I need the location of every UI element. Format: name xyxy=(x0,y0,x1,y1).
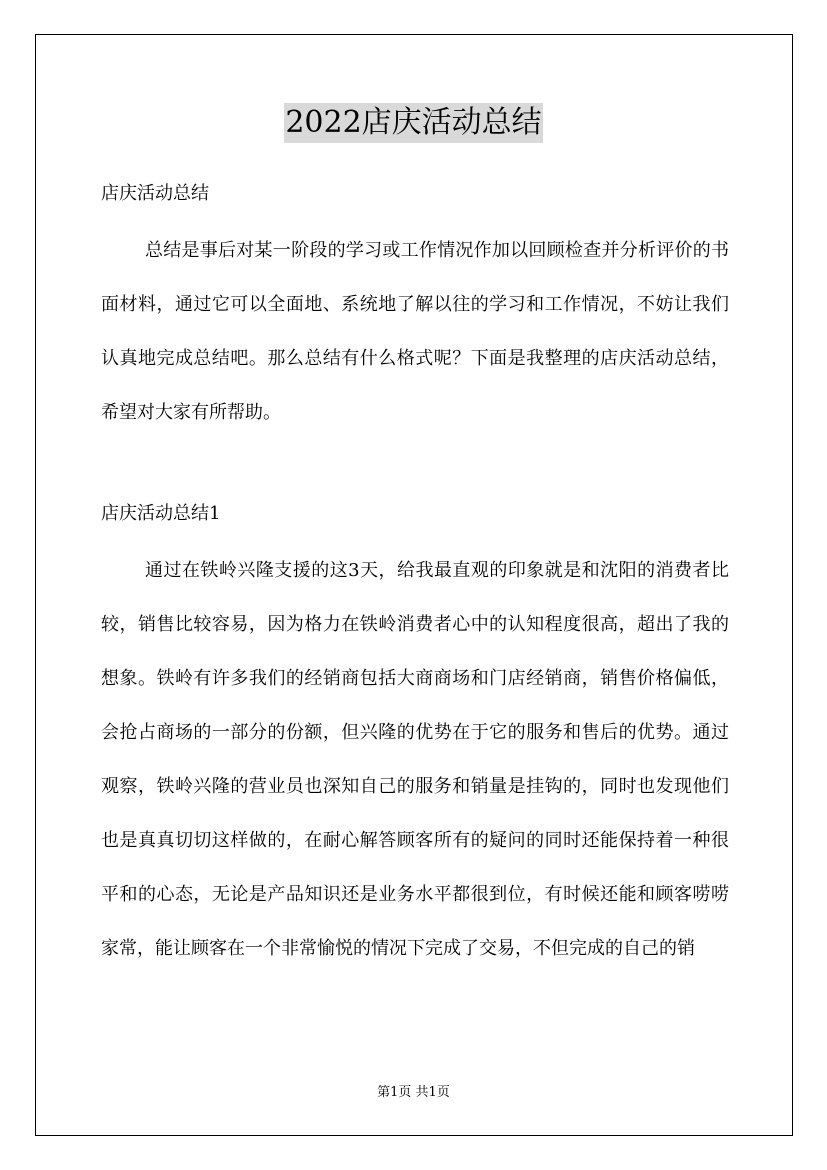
document-title-wrapper xyxy=(0,103,827,143)
intro-paragraph xyxy=(101,224,729,440)
intro-paragraph-text: 总结是事后对某一阶段的学习或工作情况作加以回顾检查并分析评价的书面材料，通过它可以全面地、系统地了解以往的学习和工作情况，不妨让我们认真地完成总结吧。那么总结有什么格式呢？下面是我整理的店庆活动总结，希望对大家有所帮助。 xyxy=(101,240,729,423)
document-title: 2022店庆活动总结 xyxy=(284,103,542,143)
section1-paragraph xyxy=(101,544,729,976)
document-body xyxy=(101,170,729,976)
section1-heading: 店庆活动总结1 xyxy=(101,503,221,524)
section1-paragraph-text: 通过在铁岭兴隆支援的这3天，给我最直观的印象就是和沈阳的消费者比较，销售比较容易，因为格力在铁岭消费者心中的认知程度很高，超出了我的想象。铁岭有许多我们的经销商包括大商商场和门店经销商，销售价格偏低，会抢占商场的一部分的份额，但兴隆的优势在于它的服务和售后的优势。通过观察，铁岭兴隆的营业员也深知自己的服务和销量是挂钩的，同时也发现他们也是真真切切这样做的，在耐心解答顾客所有的疑问的同时还能保持着一种很平和的心态，无论是产品知识还是业务水平都很到位，有时候还能和顾客唠唠家常，能让顾客在一个非常愉悦的情况下完成了交易，不但完成的自己的销 xyxy=(101,560,729,959)
page-footer: 第1页 共1页 xyxy=(377,1085,450,1100)
section-gap xyxy=(101,440,729,490)
intro-heading: 店庆活动总结 xyxy=(101,183,209,204)
